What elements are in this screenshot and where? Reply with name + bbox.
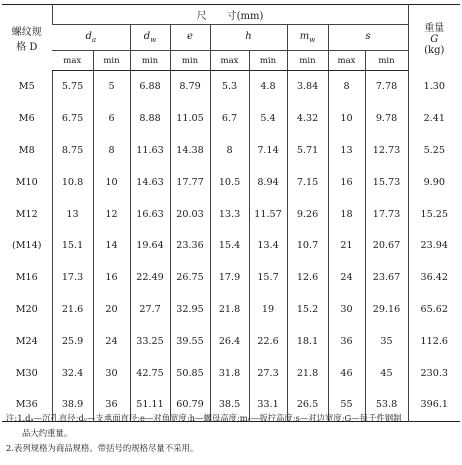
value-cell: 19 bbox=[249, 294, 287, 326]
value-cell: 5.3 bbox=[210, 71, 249, 103]
value-cell: 9.78 bbox=[365, 103, 408, 135]
value-cell: 10 bbox=[93, 166, 130, 198]
value-cell: 31.8 bbox=[210, 357, 249, 389]
value-cell: 8.94 bbox=[249, 166, 287, 198]
value-cell: 8.75 bbox=[52, 135, 93, 167]
value-cell: 32.4 bbox=[52, 357, 93, 389]
value-cell: 65.62 bbox=[408, 294, 460, 326]
value-cell: 7.78 bbox=[365, 71, 408, 103]
value-cell: 39.55 bbox=[170, 325, 210, 357]
value-cell: 10 bbox=[328, 103, 365, 135]
value-cell: 24 bbox=[328, 262, 365, 294]
value-cell: 26.4 bbox=[210, 325, 249, 357]
thread-size-cell: M20 bbox=[15, 303, 38, 315]
value-cell: 36 bbox=[93, 389, 130, 421]
nut-dimension-table bbox=[2, 4, 460, 422]
value-cell: 21 bbox=[328, 230, 365, 262]
table-row bbox=[2, 357, 460, 389]
param-symbol: m bbox=[299, 31, 310, 42]
param-symbol: d bbox=[143, 31, 151, 42]
limit-header: max bbox=[210, 51, 249, 71]
value-cell: 51.11 bbox=[130, 389, 170, 421]
table-row bbox=[2, 325, 460, 357]
param-symbol: d bbox=[85, 31, 92, 42]
value-cell: 22.6 bbox=[249, 325, 287, 357]
value-cell: 21.6 bbox=[52, 294, 93, 326]
value-cell: 11.57 bbox=[249, 198, 287, 230]
param-subscript: a bbox=[91, 36, 97, 44]
note-1-line-2: 品大约重量。 bbox=[22, 428, 73, 438]
limit-header: min bbox=[365, 51, 408, 71]
value-cell: 22.49 bbox=[130, 262, 170, 294]
value-cell: 112.6 bbox=[408, 325, 460, 357]
weight-header-line2: G bbox=[430, 34, 439, 46]
table-row bbox=[2, 262, 460, 294]
value-cell: 3.84 bbox=[287, 71, 328, 103]
value-cell: 23.36 bbox=[170, 230, 210, 262]
table-header bbox=[2, 5, 460, 71]
value-cell: 15.25 bbox=[408, 198, 460, 230]
value-cell: 21.8 bbox=[287, 357, 328, 389]
thread-size-cell: M12 bbox=[15, 208, 38, 220]
limit-header-row bbox=[2, 51, 460, 71]
thread-size-cell: M36 bbox=[15, 399, 38, 411]
value-cell: 46 bbox=[328, 357, 365, 389]
thread-size-cell: M24 bbox=[15, 335, 38, 347]
value-cell: 230.3 bbox=[408, 357, 460, 389]
value-cell: 20.67 bbox=[365, 230, 408, 262]
value-cell: 17.73 bbox=[365, 198, 408, 230]
note-2: 2.表列规格为商品规格。带括号的规格尽量不采用。 bbox=[6, 443, 199, 453]
value-cell: 18 bbox=[328, 198, 365, 230]
value-cell: 2.41 bbox=[408, 103, 460, 135]
limit-header: max bbox=[328, 51, 365, 71]
thread-header-line1: 螺纹规 bbox=[11, 26, 42, 38]
value-cell: 18.1 bbox=[287, 325, 328, 357]
table-row bbox=[2, 230, 460, 262]
thread-size-cell: M6 bbox=[18, 113, 35, 125]
param-header-row bbox=[2, 25, 460, 51]
value-cell: 15.73 bbox=[365, 166, 408, 198]
value-cell: 27.3 bbox=[249, 357, 287, 389]
value-cell: 36.42 bbox=[408, 262, 460, 294]
param-subscript: w bbox=[150, 36, 157, 44]
value-cell: 16.63 bbox=[130, 198, 170, 230]
table-notes bbox=[6, 411, 456, 456]
value-cell: 23.67 bbox=[365, 262, 408, 294]
table-row bbox=[2, 166, 460, 198]
value-cell: 10.8 bbox=[52, 166, 93, 198]
value-cell: 14 bbox=[93, 230, 130, 262]
value-cell: 29.16 bbox=[365, 294, 408, 326]
limit-header: min bbox=[93, 51, 130, 71]
table-row bbox=[2, 198, 460, 230]
value-cell: 15.4 bbox=[210, 230, 249, 262]
limit-header: min bbox=[130, 51, 170, 71]
param-symbol: s bbox=[365, 31, 371, 42]
value-cell: 21.8 bbox=[210, 294, 249, 326]
value-cell: 12.6 bbox=[287, 262, 328, 294]
note-1 bbox=[6, 411, 456, 441]
thread-size-cell: M8 bbox=[18, 144, 35, 156]
param-header bbox=[52, 25, 130, 51]
value-cell: 33.25 bbox=[130, 325, 170, 357]
value-cell: 19.64 bbox=[130, 230, 170, 262]
value-cell: 4.32 bbox=[287, 103, 328, 135]
value-cell: 6 bbox=[93, 103, 130, 135]
value-cell: 9.26 bbox=[287, 198, 328, 230]
value-cell: 10.7 bbox=[287, 230, 328, 262]
value-cell: 20 bbox=[93, 294, 130, 326]
value-cell: 5 bbox=[93, 71, 130, 103]
param-header bbox=[170, 25, 210, 51]
value-cell: 13 bbox=[328, 135, 365, 167]
value-cell: 17.9 bbox=[210, 262, 249, 294]
value-cell: 11.05 bbox=[170, 103, 210, 135]
value-cell: 5.25 bbox=[408, 135, 460, 167]
value-cell: 30 bbox=[328, 294, 365, 326]
value-cell: 9.90 bbox=[408, 166, 460, 198]
value-cell: 12.73 bbox=[365, 135, 408, 167]
value-cell: 11.63 bbox=[130, 135, 170, 167]
thread-size-cell: M30 bbox=[15, 367, 38, 379]
table-row bbox=[2, 135, 460, 167]
param-header bbox=[328, 25, 408, 51]
thread-spec-header bbox=[2, 5, 52, 71]
value-cell: 1.30 bbox=[408, 71, 460, 103]
value-cell: 8.88 bbox=[130, 103, 170, 135]
value-cell: 5.4 bbox=[249, 103, 287, 135]
value-cell: 15.2 bbox=[287, 294, 328, 326]
value-cell: 16 bbox=[93, 262, 130, 294]
value-cell: 13.4 bbox=[249, 230, 287, 262]
value-cell: 17.77 bbox=[170, 166, 210, 198]
value-cell: 24 bbox=[93, 325, 130, 357]
value-cell: 55 bbox=[328, 389, 365, 421]
value-cell: 5.71 bbox=[287, 135, 328, 167]
value-cell: 42.75 bbox=[130, 357, 170, 389]
weight-header-line3: (kg) bbox=[424, 45, 445, 57]
param-header bbox=[210, 25, 287, 51]
table-row bbox=[2, 103, 460, 135]
value-cell: 10.5 bbox=[210, 166, 249, 198]
param-header bbox=[130, 25, 170, 51]
thread-header-line2: 格 D bbox=[16, 41, 38, 53]
param-header bbox=[287, 25, 328, 51]
value-cell: 38.9 bbox=[52, 389, 93, 421]
value-cell: 50.85 bbox=[170, 357, 210, 389]
value-cell: 32.95 bbox=[170, 294, 210, 326]
value-cell: 4.8 bbox=[249, 71, 287, 103]
value-cell: 53.8 bbox=[365, 389, 408, 421]
table-body bbox=[2, 71, 460, 422]
value-cell: 8 bbox=[93, 135, 130, 167]
value-cell: 17.3 bbox=[52, 262, 93, 294]
value-cell: 20.03 bbox=[170, 198, 210, 230]
thread-size-cell: M5 bbox=[18, 81, 35, 93]
value-cell: 7.14 bbox=[249, 135, 287, 167]
param-symbol: h bbox=[245, 31, 252, 42]
value-cell: 8 bbox=[210, 135, 249, 167]
value-cell: 8.79 bbox=[170, 71, 210, 103]
param-subscript: w bbox=[309, 36, 316, 44]
value-cell: 60.79 bbox=[170, 389, 210, 421]
value-cell: 6.7 bbox=[210, 103, 249, 135]
thread-size-cell: M10 bbox=[15, 176, 38, 188]
value-cell: 23.94 bbox=[408, 230, 460, 262]
value-cell: 25.9 bbox=[52, 325, 93, 357]
value-cell: 5.75 bbox=[52, 71, 93, 103]
value-cell: 14.38 bbox=[170, 135, 210, 167]
value-cell: 13 bbox=[52, 198, 93, 230]
value-cell: 15.7 bbox=[249, 262, 287, 294]
limit-header: min bbox=[249, 51, 287, 71]
value-cell: 30 bbox=[93, 357, 130, 389]
value-cell: 45 bbox=[365, 357, 408, 389]
value-cell: 15.1 bbox=[52, 230, 93, 262]
value-cell: 6.75 bbox=[52, 103, 93, 135]
value-cell: 35 bbox=[365, 325, 408, 357]
value-cell: 14.63 bbox=[130, 166, 170, 198]
value-cell: 13.3 bbox=[210, 198, 249, 230]
value-cell: 16 bbox=[328, 166, 365, 198]
value-cell: 6.88 bbox=[130, 71, 170, 103]
value-cell: 396.1 bbox=[408, 389, 460, 421]
weight-header-line1: 重量 bbox=[424, 23, 445, 35]
value-cell: 27.7 bbox=[130, 294, 170, 326]
param-symbol: e bbox=[187, 31, 193, 42]
value-cell: 26.75 bbox=[170, 262, 210, 294]
table-row bbox=[2, 71, 460, 103]
limit-header: min bbox=[170, 51, 210, 71]
value-cell: 26.5 bbox=[287, 389, 328, 421]
value-cell: 33.1 bbox=[249, 389, 287, 421]
value-cell: 12 bbox=[93, 198, 130, 230]
limit-header: min bbox=[287, 51, 328, 71]
note-1-line-1: 注:1.dₐ—沉孔直径;dᵥ—支承面直径;e—对角宽度;h—螺母高度;mᵥ—扳拧高度;s—对边宽度;G—每千件钢制 bbox=[6, 413, 402, 423]
value-cell: 36 bbox=[328, 325, 365, 357]
weight-header bbox=[408, 5, 460, 71]
table-row bbox=[2, 294, 460, 326]
thread-size-cell: M16 bbox=[15, 272, 38, 284]
size-group-header: 尺 寸(mm) bbox=[52, 5, 408, 25]
value-cell: 7.15 bbox=[287, 166, 328, 198]
value-cell: 8 bbox=[328, 71, 365, 103]
value-cell: 38.5 bbox=[210, 389, 249, 421]
limit-header: max bbox=[52, 51, 93, 71]
thread-size-cell: (M14) bbox=[11, 240, 42, 252]
